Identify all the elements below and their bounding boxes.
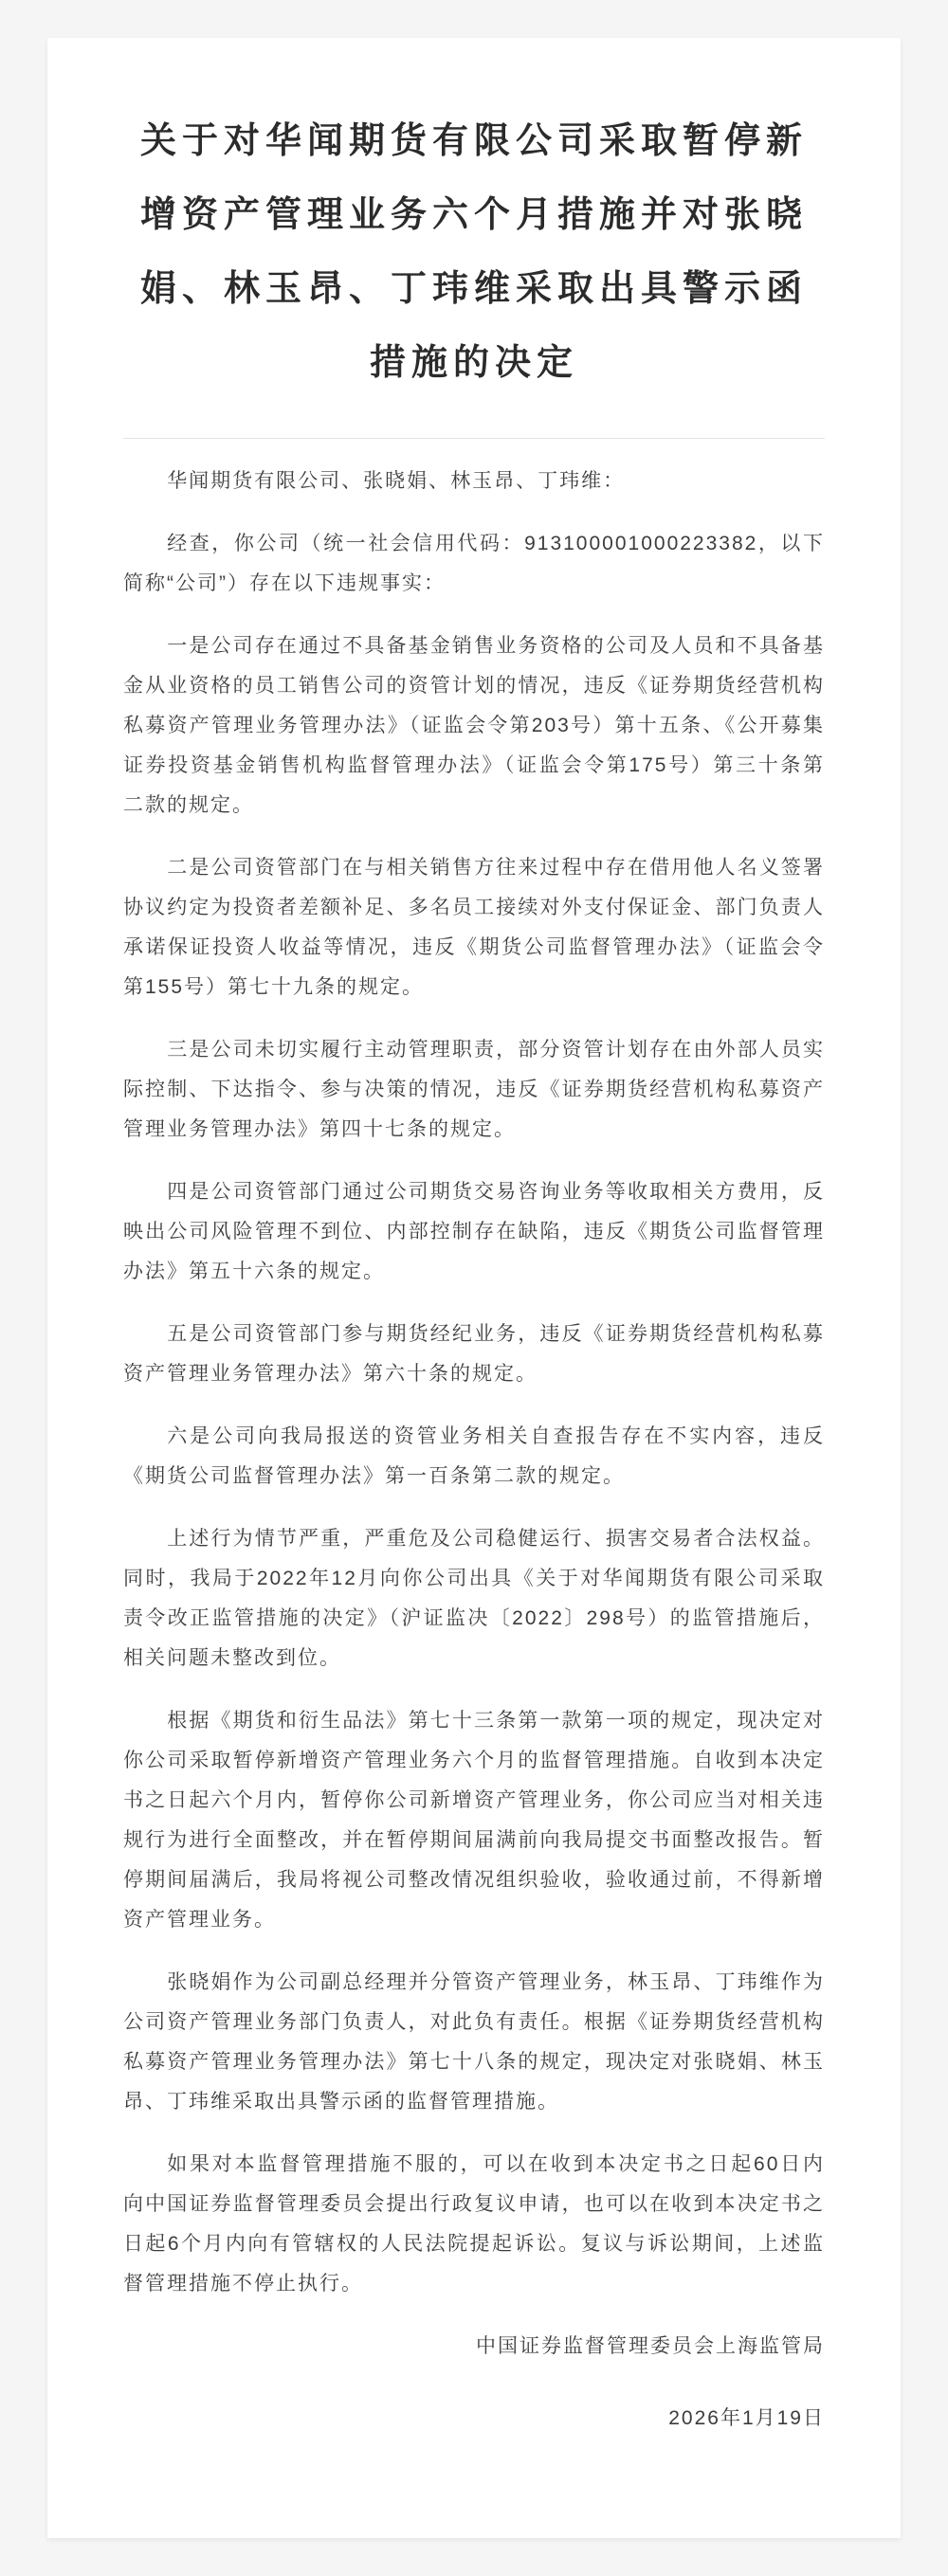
paragraph-violation-3: 三是公司未切实履行主动管理职责，部分资管计划存在由外部人员实际控制、下达指令、参与决策的情况，违反《证券期货经营机构私募资产管理业务管理办法》第四十七条的规定。 — [123, 1039, 825, 1140]
paragraph-violation-2: 二是公司资管部门在与相关销售方往来过程中存在借用他人名义签署协议约定为投资者差额补足、多名员工接续对外支付保证金、部门负责人承诺保证投资人收益等情况，违反《期货公司监督管理办法》（证监会令第155号）第七十九条的规定。 — [123, 857, 825, 998]
document-title: 关于对华闻期货有限公司采取暂停新增资产管理业务六个月措施并对张晓娟、林玉昂、丁玮维采取出具警示函措施的决定 — [139, 121, 808, 383]
paragraph-violation-6: 六是公司向我局报送的资管业务相关自查报告存在不实内容，违反《期货公司监督管理办法》第一百条第二款的规定。 — [123, 1425, 825, 1487]
paragraph-severity: 上述行为情节严重，严重危及公司稳健运行、损害交易者合法权益。同时，我局于2022年12月向你公司出具《关于对华闻期货有限公司采取责令改正监管措施的决定》（沪证监决〔2022〕298号）的监管措施后，相关问题未整改到位。 — [123, 1528, 825, 1669]
paragraph-violation-5: 五是公司资管部门参与期货经纪业务，违反《证券期货经营机构私募资产管理业务管理办法》第六十条的规定。 — [123, 1323, 825, 1385]
paragraph-intro: 经查，你公司（统一社会信用代码：913100001000223382，以下简称“公司”）存在以下违规事实： — [123, 533, 825, 594]
signature-line: 中国证券监督管理委员会上海监管局 — [476, 2335, 825, 2357]
salutation-line: 华闻期货有限公司、张晓娟、林玉昂、丁玮维： — [167, 470, 626, 492]
date-line: 2026年1月19日 — [668, 2407, 825, 2429]
paragraph-decision-company: 根据《期货和衍生品法》第七十三条第一款第一项的规定，现决定对你公司采取暂停新增资产管理业务六个月的监督管理措施。自收到本决定书之日起六个月内，暂停你公司新增资产管理业务，你公司应当对相关违规行为进行全面整改，并在暂停期间届满前向我局提交书面整改报告。暂停期间届满后，我局将视公司整改情况组织验收，验收通过前，不得新增资产管理业务。 — [123, 1710, 825, 1931]
document-body — [123, 462, 825, 2439]
document-card — [47, 38, 901, 2538]
paragraph-violation-4: 四是公司资管部门通过公司期货交易咨询业务等收取相关方费用，反映出公司风险管理不到位、内部控制存在缺陷，违反《期货公司监督管理办法》第五十六条的规定。 — [123, 1181, 825, 1282]
paragraph-decision-individuals: 张晓娟作为公司副总经理并分管资产管理业务，林玉昂、丁玮维作为公司资产管理业务部门负责人，对此负有责任。根据《证券期货经营机构私募资产管理业务管理办法》第七十八条的规定，现决定对张晓娟、林玉昂、丁玮维采取出具警示函的监督管理措施。 — [123, 1971, 825, 2113]
title-divider — [123, 438, 825, 439]
paragraph-violation-1: 一是公司存在通过不具备基金销售业务资格的公司及人员和不具备基金从业资格的员工销售公司的资管计划的情况，违反《证券期货经营机构私募资产管理业务管理办法》（证监会令第203号）第十五条、《公开募集证券投资基金销售机构监督管理办法》（证监会令第175号）第三十条第二款的规定。 — [123, 635, 825, 816]
paragraph-appeal-rights: 如果对本监督管理措施不服的，可以在收到本决定书之日起60日内向中国证券监督管理委员会提出行政复议申请，也可以在收到本决定书之日起6个月内向有管辖权的人民法院提起诉讼。复议与诉讼期间，上述监督管理措施不停止执行。 — [123, 2153, 825, 2295]
